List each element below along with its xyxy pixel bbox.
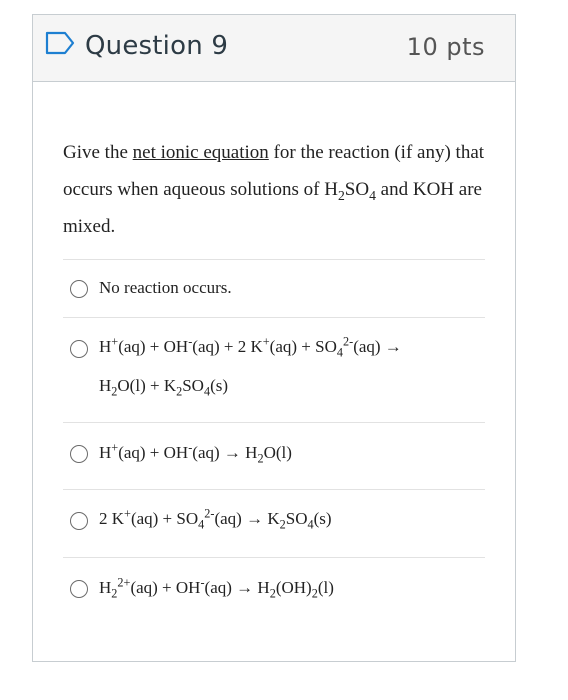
prompt-text: and KOH are mixed. (63, 179, 482, 237)
answer-option-5[interactable] (63, 558, 485, 625)
prompt-text: SO (344, 179, 370, 200)
prompt-subscript: 4 (369, 187, 376, 203)
question-prompt (63, 134, 485, 245)
answer-list (63, 259, 485, 625)
answer-label-continued: $H_2O(l) + K_2SO_4(s)$ (99, 376, 229, 399)
radio-button[interactable] (70, 280, 88, 298)
radio-button[interactable] (70, 340, 88, 358)
answer-label: H+(aq) + OH-(aq) + 2 $K^+(aq) + SO_4^{2-}(aq)$ → (99, 334, 402, 360)
question-header (33, 15, 515, 82)
prompt-text: for the reaction (if any) that occurs when aqueous solutions of H (63, 142, 485, 200)
answer-label: 2 $K^+(aq) + SO_4^{2-}(aq) \to K_2SO_4(s)$ (99, 506, 332, 532)
radio-button[interactable] (70, 512, 88, 530)
answer-option-3[interactable] (63, 423, 485, 490)
net-ionic-equation-term: net ionic equation (132, 142, 269, 163)
question-card (32, 14, 516, 662)
question-points: 10 pts (406, 33, 485, 61)
radio-button[interactable] (70, 580, 88, 598)
prompt-text: Give the (63, 142, 133, 163)
radio-button[interactable] (70, 445, 88, 463)
question-title: Question 9 (85, 31, 229, 61)
answer-option-1[interactable] (63, 260, 485, 318)
prompt-subscript: 2 (337, 187, 345, 203)
answer-label: $H^+(aq) + OH^-(aq) \to H_2O(l)$ (99, 440, 292, 466)
question-flag-icon[interactable] (45, 31, 75, 55)
answer-option-2[interactable] (63, 318, 485, 423)
answer-label: $H_2^{2+}(aq) + OH^-(aq) \to H_2(OH)_2(l)$ (99, 575, 334, 601)
question-body (33, 82, 515, 625)
answer-option-4[interactable] (63, 490, 485, 558)
answer-label: No reaction occurs. (99, 278, 232, 297)
